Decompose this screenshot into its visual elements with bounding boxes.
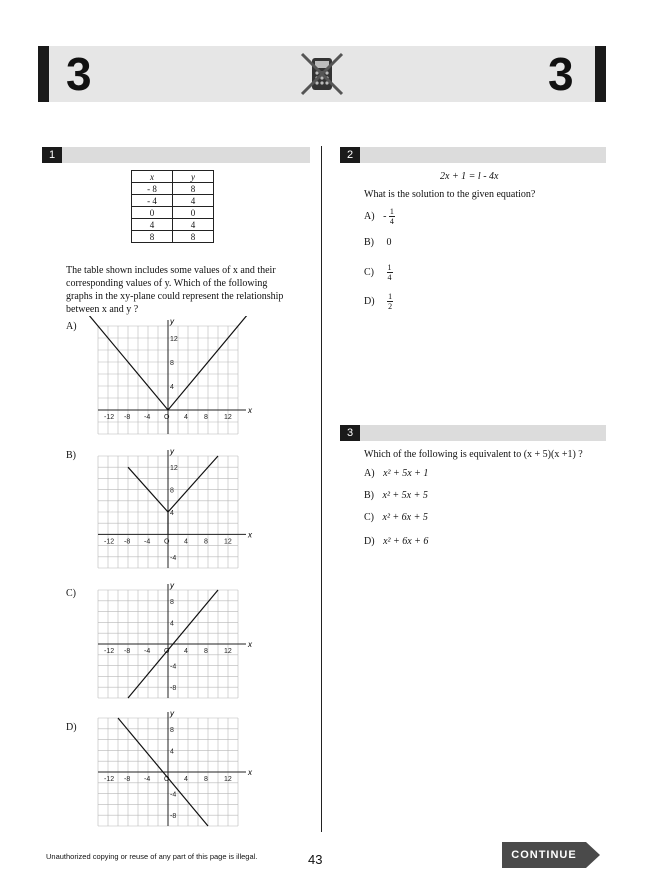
q1-text-line: corresponding values of y. Which of the following — [66, 278, 268, 289]
y-tick-label: -4 — [170, 554, 177, 562]
q1-header-bar — [42, 147, 310, 163]
q3-header-bar — [340, 425, 606, 441]
fraction-numerator: 1 — [389, 207, 394, 216]
table-cell: 4 — [173, 195, 214, 207]
table-cell: 4 — [132, 219, 173, 231]
q1-table — [131, 170, 214, 243]
x-tick-label: 8 — [204, 776, 208, 783]
x-tick-label: 8 — [204, 414, 208, 421]
q2-choice-d[interactable] — [364, 292, 393, 311]
x-axis-label: x — [248, 406, 252, 415]
x-tick-label: -12 — [104, 648, 115, 655]
section-number-right: 3 — [548, 48, 574, 100]
x-tick-label: 4 — [184, 648, 188, 655]
copyright-notice: Unauthorized copying or reuse of any part of this page is illegal. — [46, 852, 258, 861]
q2-choice-a[interactable] — [364, 207, 395, 226]
x-tick-label: 12 — [224, 538, 232, 546]
y-tick-label: 8 — [170, 360, 174, 367]
q3-choice-d-label: D) — [364, 536, 375, 547]
x-tick-label: 4 — [184, 538, 188, 546]
y-tick-label: -8 — [170, 685, 177, 693]
fraction-denominator: 4 — [387, 273, 392, 282]
table-cell: 8 — [173, 183, 214, 195]
x-tick-label: -12 — [104, 414, 115, 421]
continue-button[interactable]: CONTINUE — [502, 842, 586, 868]
x-tick-label: -8 — [124, 776, 131, 783]
q3-choice-a[interactable] — [364, 468, 428, 479]
x-tick-label: 12 — [224, 414, 232, 421]
q2-choice-b[interactable] — [364, 237, 392, 248]
table-cell: 0 — [173, 207, 214, 219]
y-tick-label: -4 — [170, 663, 177, 671]
x-tick-label: 8 — [204, 538, 208, 546]
x-tick-label: -12 — [104, 538, 115, 546]
q3-choice-c[interactable] — [364, 512, 428, 523]
q2-question-text: What is the solution to the given equation? — [364, 189, 536, 200]
y-axis-label: y — [170, 581, 174, 590]
q1-graph-b[interactable] — [86, 446, 256, 574]
q3-choice-c-label: C) — [364, 512, 374, 523]
table-row — [132, 207, 214, 219]
table-cell: 0 — [132, 207, 173, 219]
q1-graph-a[interactable] — [86, 316, 256, 440]
q3-choice-a-text: x² + 5x + 1 — [383, 468, 429, 479]
q1-number: 1 — [42, 147, 62, 163]
table-row — [132, 219, 214, 231]
q3-question-text: Which of the following is equivalent to (x + 5)(x +1) ? — [364, 449, 583, 460]
q2-choice-c[interactable] — [364, 263, 393, 282]
x-tick-label: -8 — [124, 414, 131, 421]
y-tick-label: -8 — [170, 813, 177, 821]
q1-text-line: graphs in the xy-plane could represent the relationship — [66, 291, 284, 302]
fraction-numerator: 1 — [387, 263, 392, 272]
table-cell: 8 — [173, 231, 214, 243]
q1-choice-b-label[interactable]: B) — [66, 450, 76, 461]
y-axis-label: y — [170, 709, 174, 718]
q1-text-line: between x and y ? — [66, 304, 139, 315]
q2-choice-c-fraction — [387, 263, 393, 282]
q1-graph-d[interactable] — [86, 708, 256, 832]
y-tick-label: 4 — [170, 384, 174, 391]
q3-choice-d-text: x² + 6x + 6 — [383, 536, 429, 547]
x-tick-label: O — [164, 538, 170, 546]
section-number-left: 3 — [66, 48, 92, 100]
x-tick-label: -4 — [144, 776, 151, 783]
header-right-bar — [595, 46, 606, 102]
continue-arrow-icon[interactable] — [586, 842, 600, 868]
q2-number: 2 — [340, 147, 360, 163]
q2-choice-b-value: 0 — [386, 237, 392, 248]
y-axis-label: y — [170, 447, 174, 456]
x-tick-label: O — [164, 648, 170, 655]
x-tick-label: 4 — [184, 776, 188, 783]
q3-choice-d[interactable] — [364, 536, 428, 547]
x-tick-label: 12 — [224, 776, 232, 783]
table-header-x: x — [132, 171, 173, 183]
x-tick-label: 12 — [224, 648, 232, 655]
column-divider — [321, 146, 322, 832]
header-left-bar — [38, 46, 49, 102]
q2-choice-c-label: C) — [364, 266, 374, 278]
x-tick-label: -8 — [124, 538, 131, 546]
y-tick-label: 12 — [170, 336, 178, 343]
x-tick-label: -4 — [144, 414, 151, 421]
y-tick-label: 4 — [170, 748, 174, 756]
q3-choice-b[interactable] — [364, 490, 428, 501]
table-row — [132, 231, 214, 243]
y-tick-label: 4 — [170, 620, 174, 628]
q2-choice-b-label: B) — [364, 237, 374, 248]
x-tick-label: 4 — [184, 414, 188, 421]
table-header-y: y — [173, 171, 214, 183]
table-cell: - 8 — [132, 183, 173, 195]
q1-choice-c-label[interactable]: C) — [66, 588, 76, 599]
table-cell: 8 — [132, 231, 173, 243]
q2-equation: 2x + 1 = l - 4x — [440, 171, 499, 182]
q1-text-line: The table shown includes some values of x and their — [66, 265, 276, 276]
y-tick-label: 8 — [170, 598, 174, 606]
page-number: 43 — [308, 852, 323, 867]
x-axis-label: x — [248, 530, 252, 540]
table-cell: 4 — [173, 219, 214, 231]
q2-header-bar — [340, 147, 606, 163]
q3-choice-b-text: x² + 5x + 5 — [382, 490, 428, 501]
q2-choice-a-label: A) — [364, 210, 375, 222]
y-tick-label: 8 — [170, 726, 174, 734]
q1-question-text — [66, 264, 316, 316]
x-tick-label: -4 — [144, 538, 151, 546]
q3-choice-a-label: A) — [364, 468, 375, 479]
table-row — [132, 183, 214, 195]
fraction-denominator: 4 — [389, 217, 394, 226]
q3-choice-c-text: x² + 6x + 5 — [382, 512, 428, 523]
fraction-denominator: 2 — [388, 302, 393, 311]
q1-graph-c[interactable] — [86, 580, 256, 704]
y-axis-label: y — [170, 317, 174, 326]
q1-choice-a-label[interactable]: A) — [66, 321, 77, 332]
y-tick-label: 12 — [170, 465, 178, 473]
x-tick-label: -8 — [124, 648, 131, 655]
table-cell: - 4 — [132, 195, 173, 207]
x-tick-label: O — [164, 414, 170, 421]
no-calculator-icon — [298, 50, 346, 98]
q2-choice-d-label: D) — [364, 295, 375, 307]
table-header-row — [132, 171, 214, 183]
x-tick-label: -4 — [144, 648, 151, 655]
y-tick-label: -4 — [170, 791, 177, 799]
x-axis-label: x — [248, 768, 252, 777]
x-tick-label: 8 — [204, 648, 208, 655]
fraction-numerator: 1 — [388, 292, 393, 301]
q2-choice-d-fraction — [387, 292, 393, 311]
q3-choice-b-label: B) — [364, 490, 374, 501]
x-axis-label: x — [248, 640, 252, 649]
y-tick-label: 8 — [170, 487, 174, 495]
x-tick-label: O — [164, 776, 170, 783]
q2-choice-a-fraction — [389, 207, 395, 226]
q3-number: 3 — [340, 425, 360, 441]
table-row — [132, 195, 214, 207]
x-tick-label: -12 — [104, 776, 115, 783]
y-tick-label: 4 — [170, 510, 174, 517]
q2-choice-a-sign: - — [383, 210, 387, 222]
q1-choice-d-label[interactable]: D) — [66, 722, 77, 733]
